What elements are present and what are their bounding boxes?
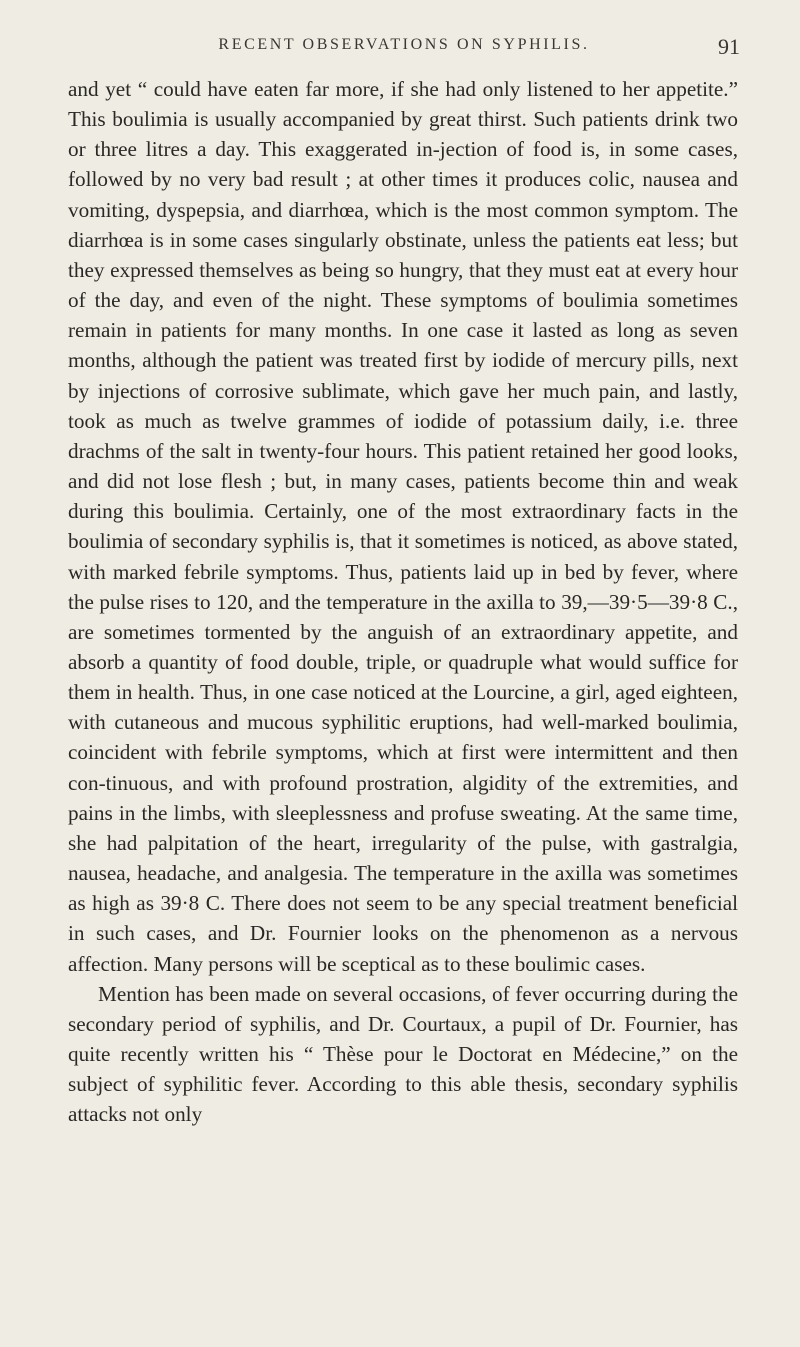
- running-title: RECENT OBSERVATIONS ON SYPHILIS.: [218, 36, 590, 53]
- running-head: [68, 34, 740, 60]
- body-text: [68, 74, 738, 1129]
- paragraph: and yet “ could have eaten far more, if she had only listened to her appetite.” This boulimia is usually accompanied by great thirst. Such patients drink two or three litres a day. This exaggerated in-jection of food is, in some cases, followed by no very bad result ; at other times it produces colic, nausea and vomiting, dyspepsia, and diarrhœa, which is the most common symptom. The diarrhœa is in some cases singularly obstinate, unless the patients eat less; but they expressed themselves as being so hungry, that they must eat at every hour of the day, and even of the night. These symptoms of boulimia sometimes remain in patients for many months. In one case it lasted as long as seven months, although the patient was treated first by iodide of mercury pills, next by injections of corrosive sublimate, which gave her much pain, and lastly, took as much as twelve grammes of iodide of potassium daily, i.e. three drachms of the salt in twenty-four hours. This patient retained her good looks, and did not lose flesh ; but, in many cases, patients become thin and weak during this boulimia. Certainly, one of the most extraordinary facts in the boulimia of secondary syphilis is, that it sometimes is noticed, as above stated, with marked febrile symptoms. Thus, patients laid up in bed by fever, where the pulse rises to 120, and the temperature in the axilla to 39,—39·5—39·8 C., are sometimes tormented by the anguish of an extraordinary appetite, and absorb a quantity of food double, triple, or quadruple what would suffice for them in health. Thus, in one case noticed at the Lourcine, a girl, aged eighteen, with cutaneous and mucous syphilitic eruptions, had well-marked boulimia, coincident with febrile symptoms, which at first were intermittent and then con-tinuous, and with profound prostration, algidity of the extremities, and pains in the limbs, with sleeplessness and profuse sweating. At the same time, she had palpitation of the heart, irregularity of the pulse, with gastralgia, nausea, headache, and analgesia. The temperature in the axilla was sometimes as high as 39·8 C. There does not seem to be any special treatment beneficial in such cases, and Dr. Fournier looks on the phenomenon as a nervous affection. Many persons will be sceptical as to these boulimic cases.: [68, 77, 738, 976]
- paragraph: Mention has been made on several occasions, of fever occurring during the secondary period of syphilis, and Dr. Courtaux, a pupil of Dr. Fournier, has quite recently written his “ Thèse pour le Doctorat en Médecine,” on the subject of syphilitic fever. According to this able thesis, secondary syphilis attacks not only: [68, 981, 738, 1127]
- page-number: 91: [718, 34, 740, 59]
